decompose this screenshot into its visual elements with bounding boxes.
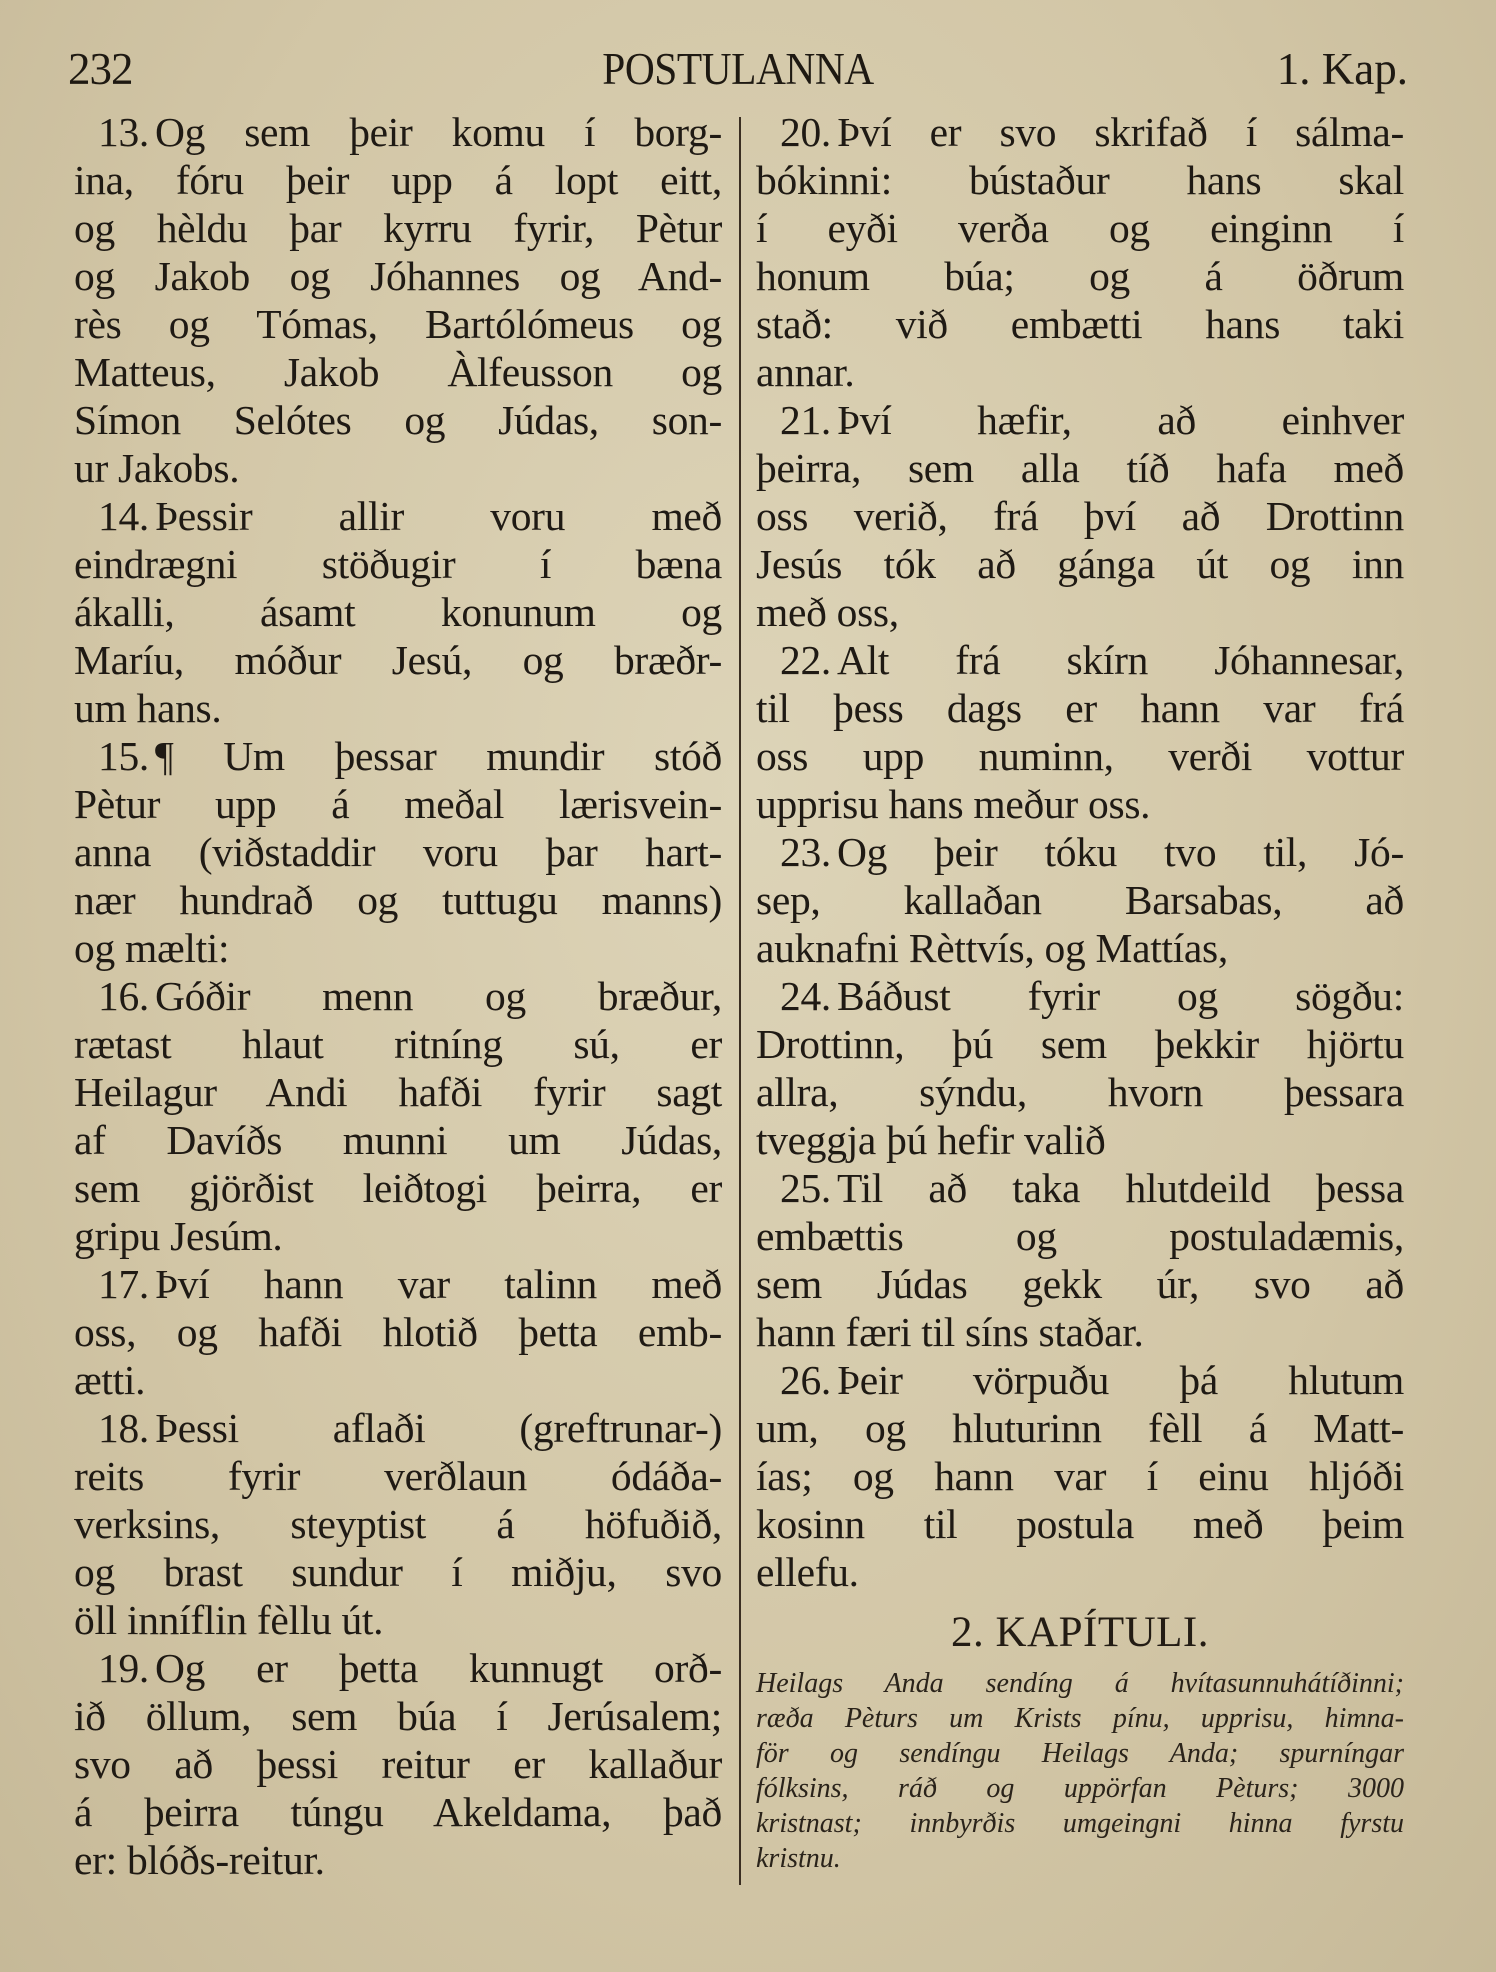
verse-text: hann færi til síns staðar.	[756, 1309, 1144, 1355]
verse-line	[756, 1068, 1404, 1116]
verse-text: anna (viðstaddir voru þar hart-	[74, 829, 722, 875]
verse-line	[74, 1068, 722, 1116]
verse-line	[74, 1404, 722, 1452]
verse-text: Alt frá skírn Jóhannesar,	[836, 637, 1404, 683]
verse-text: um, og hluturinn fèll á Matt-	[756, 1405, 1404, 1451]
verse-text: ina, fóru þeir upp á lopt eitt,	[74, 157, 722, 203]
verse-line	[74, 396, 722, 444]
chapter-summary	[756, 1666, 1404, 1876]
verse-text: og mælti:	[74, 925, 230, 971]
verse-text: embættis og postuladæmis,	[756, 1213, 1404, 1259]
verse-text: Símon Selótes og Júdas, son-	[74, 397, 722, 443]
verse-text: með oss,	[756, 589, 899, 635]
verse-text: oss upp numinn, verði vottur	[756, 733, 1404, 779]
verse-text: ætti.	[74, 1357, 146, 1403]
verse-line	[756, 1260, 1404, 1308]
verse-line	[756, 1356, 1404, 1404]
verse-text: Og er þetta kunnugt orð-	[154, 1645, 722, 1691]
verse-number: 17.	[98, 1261, 149, 1307]
verse-line	[74, 1164, 722, 1212]
verse-15	[74, 732, 722, 972]
verse-23	[756, 828, 1404, 972]
left-column	[74, 108, 722, 1884]
verse-line	[74, 1260, 722, 1308]
verse-text: til þess dags er hann var frá	[756, 685, 1404, 731]
verse-line	[756, 252, 1404, 300]
verse-number: 14.	[98, 493, 149, 539]
verse-text: oss verið, frá því að Drottinn	[756, 493, 1404, 539]
verse-line	[74, 732, 722, 780]
verse-line	[74, 492, 722, 540]
verse-line	[74, 1836, 722, 1884]
verse-line	[756, 588, 1404, 636]
verse-line	[74, 684, 722, 732]
verse-text: reits fyrir verðlaun ódáða-	[74, 1453, 722, 1499]
verse-text: í eyði verða og einginn í	[756, 205, 1404, 251]
verse-number: 21.	[780, 397, 831, 443]
verse-line	[74, 828, 722, 876]
verse-line	[756, 1500, 1404, 1548]
verse-text: Og sem þeir komu í borg-	[154, 109, 722, 155]
verse-20	[756, 108, 1404, 396]
verse-number: 20.	[780, 109, 831, 155]
verse-24	[756, 972, 1404, 1164]
verse-line	[74, 156, 722, 204]
verse-line	[756, 1020, 1404, 1068]
verse-line	[756, 1548, 1404, 1596]
verse-text: sep, kallaðan Barsabas, að	[756, 877, 1404, 923]
verse-line	[74, 108, 722, 156]
verse-number: 16.	[98, 973, 149, 1019]
verse-line	[74, 1500, 722, 1548]
verse-line	[74, 1308, 722, 1356]
verse-text: auknafni Rèttvís, og Mattías,	[756, 925, 1228, 971]
verse-line	[756, 1164, 1404, 1212]
verse-19	[74, 1644, 722, 1884]
verse-text: annar.	[756, 349, 855, 395]
verse-text: öll inníflin fèllu út.	[74, 1597, 384, 1643]
verse-text: svo að þessi reitur er kallaður	[74, 1741, 722, 1787]
verse-line	[756, 1116, 1404, 1164]
verse-text: honum búa; og á öðrum	[756, 253, 1404, 299]
verse-line	[74, 540, 722, 588]
chapter-heading: 2. KAPÍTULI.	[951, 1609, 1209, 1656]
verse-text: og brast sundur í miðju, svo	[74, 1549, 722, 1595]
verse-text: og hèldu þar kyrru fyrir, Pètur	[74, 205, 722, 251]
right-verses	[756, 108, 1404, 1596]
verse-line	[74, 1596, 722, 1644]
verse-line	[756, 780, 1404, 828]
verse-line	[756, 444, 1404, 492]
verse-22	[756, 636, 1404, 828]
verse-line	[756, 924, 1404, 972]
verse-text: þeirra, sem alla tíð hafa með	[756, 445, 1404, 491]
verse-line	[756, 396, 1404, 444]
verse-text: tveggja þú hefir valið	[756, 1117, 1106, 1163]
summary-line: Heilags Anda sendíng á hvítasunnuhátíðinni;	[756, 1668, 1404, 1699]
verse-text: um hans.	[74, 685, 222, 731]
verse-line	[756, 348, 1404, 396]
verse-text: Maríu, móður Jesú, og bræðr-	[74, 637, 722, 683]
verse-line	[756, 1452, 1404, 1500]
verse-text: upprisu hans meður oss.	[756, 781, 1151, 827]
verse-text: Jesús tók að gánga út og inn	[756, 541, 1404, 587]
verse-line	[74, 780, 722, 828]
book-title: POSTULANNA	[602, 44, 874, 94]
verse-text: ¶ Um þessar mundir stóð	[154, 733, 722, 779]
verse-line	[74, 252, 722, 300]
verse-line	[74, 1788, 722, 1836]
verse-line	[756, 300, 1404, 348]
verse-21	[756, 396, 1404, 636]
verse-26	[756, 1356, 1404, 1596]
verse-text: Drottinn, þú sem þekkir hjörtu	[756, 1021, 1404, 1067]
verse-text: Því er svo skrifað í sálma-	[836, 109, 1404, 155]
page-number: 232	[68, 44, 133, 94]
verse-line	[756, 156, 1404, 204]
verse-text: sem gjörðist leiðtogi þeirra, er	[74, 1165, 722, 1211]
verse-line	[756, 732, 1404, 780]
verse-text: rès og Tómas, Bartólómeus og	[74, 301, 722, 347]
verse-line	[74, 1452, 722, 1500]
verse-text: Heilagur Andi hafði fyrir sagt	[74, 1069, 722, 1115]
verse-line	[756, 108, 1404, 156]
verse-text: Báðust fyrir og sögðu:	[836, 973, 1404, 1019]
verse-text: á þeirra túngu Akeldama, það	[74, 1789, 722, 1835]
verse-text: Því hann var talinn með	[154, 1261, 722, 1307]
verse-line	[74, 1020, 722, 1068]
verse-text: Og þeir tóku tvo til, Jó-	[836, 829, 1404, 875]
verse-line	[74, 348, 722, 396]
verse-line	[74, 1548, 722, 1596]
verse-text: Pètur upp á meðal lærisvein-	[74, 781, 722, 827]
verse-line	[74, 1212, 722, 1260]
verse-16	[74, 972, 722, 1260]
verse-text: ellefu.	[756, 1549, 859, 1595]
summary-line: för og sendíngu Heilags Anda; spurníngar	[756, 1738, 1404, 1769]
verse-line	[74, 444, 722, 492]
verse-line	[756, 1404, 1404, 1452]
verse-line	[74, 636, 722, 684]
verse-number: 22.	[780, 637, 831, 683]
verse-text: er: blóðs-reitur.	[74, 1837, 325, 1883]
verse-text: nær hundrað og tuttugu manns)	[74, 877, 722, 923]
verse-text: verksins, steyptist á höfuðið,	[74, 1501, 722, 1547]
verse-number: 13.	[98, 109, 149, 155]
verse-text: oss, og hafði hlotið þetta emb-	[74, 1309, 722, 1355]
verse-text: Þeir vörpuðu þá hlutum	[836, 1357, 1404, 1403]
chapter-reference: 1. Kap.	[1276, 44, 1408, 94]
verse-text: allra, sýndu, hvorn þessara	[756, 1069, 1404, 1115]
verse-line	[74, 1116, 722, 1164]
verse-17	[74, 1260, 722, 1404]
verse-text: ías; og hann var í einu hljóði	[756, 1453, 1404, 1499]
verse-text: Þessi aflaði (greftrunar-)	[154, 1405, 722, 1451]
verse-text: Því hæfir, að einhver	[836, 397, 1404, 443]
verse-text: og Jakob og Jóhannes og And-	[74, 253, 722, 299]
verse-line	[74, 1356, 722, 1404]
verse-number: 15.	[98, 733, 149, 779]
verse-line	[756, 1308, 1404, 1356]
verse-line	[74, 588, 722, 636]
verse-line	[74, 1644, 722, 1692]
verse-line	[756, 828, 1404, 876]
summary-line: ræða Pèturs um Krists pínu, upprisu, himna-	[756, 1703, 1404, 1734]
verse-18	[74, 1404, 722, 1644]
verse-text: Þessir allir voru með	[154, 493, 722, 539]
verse-text: af Davíðs munni um Júdas,	[74, 1117, 722, 1163]
verse-14	[74, 492, 722, 732]
verse-line	[756, 684, 1404, 732]
verse-number: 19.	[98, 1645, 149, 1691]
verse-line	[756, 1212, 1404, 1260]
verse-line	[756, 972, 1404, 1020]
summary-line: fólksins, ráð og uppörfan Pèturs; 3000	[756, 1773, 1404, 1804]
summary-line: kristnu.	[756, 1843, 841, 1874]
verse-line	[74, 876, 722, 924]
verse-line	[756, 540, 1404, 588]
verse-number: 18.	[98, 1405, 149, 1451]
verse-text: stað: við embætti hans taki	[756, 301, 1404, 347]
verse-line	[756, 492, 1404, 540]
verse-text: ur Jakobs.	[74, 445, 240, 491]
verse-text: Góðir menn og bræður,	[154, 973, 722, 1019]
verse-line	[74, 1692, 722, 1740]
right-column	[756, 108, 1404, 1876]
verse-25	[756, 1164, 1404, 1356]
verse-number: 25.	[780, 1165, 831, 1211]
verse-text: Matteus, Jakob Àlfeusson og	[74, 349, 722, 395]
verse-line	[74, 1740, 722, 1788]
verse-text: Til að taka hlutdeild þessa	[836, 1165, 1404, 1211]
verse-line	[74, 924, 722, 972]
verse-text: sem Júdas gekk úr, svo að	[756, 1261, 1404, 1307]
verse-13	[74, 108, 722, 492]
verse-line	[756, 636, 1404, 684]
verse-text: rætast hlaut ritníng sú, er	[74, 1021, 722, 1067]
verse-text: ákalli, ásamt konunum og	[74, 589, 722, 635]
verse-line	[756, 204, 1404, 252]
column-divider-rule	[739, 117, 741, 1885]
verse-line	[74, 204, 722, 252]
verse-text: bókinni: bústaður hans skal	[756, 157, 1404, 203]
verse-line	[74, 972, 722, 1020]
verse-number: 23.	[780, 829, 831, 875]
verse-line	[756, 876, 1404, 924]
verse-number: 24.	[780, 973, 831, 1019]
summary-line: kristnast; innbyrðis umgeingni hinna fyrstu	[756, 1808, 1404, 1839]
verse-number: 26.	[780, 1357, 831, 1403]
verse-text: ið öllum, sem búa í Jerúsalem;	[74, 1693, 722, 1739]
verse-text: kosinn til postula með þeim	[756, 1501, 1404, 1547]
verse-text: eindrægni stöðugir í bæna	[74, 541, 722, 587]
verse-line	[74, 300, 722, 348]
running-head	[68, 44, 1408, 94]
verse-text: gripu Jesúm.	[74, 1213, 283, 1259]
